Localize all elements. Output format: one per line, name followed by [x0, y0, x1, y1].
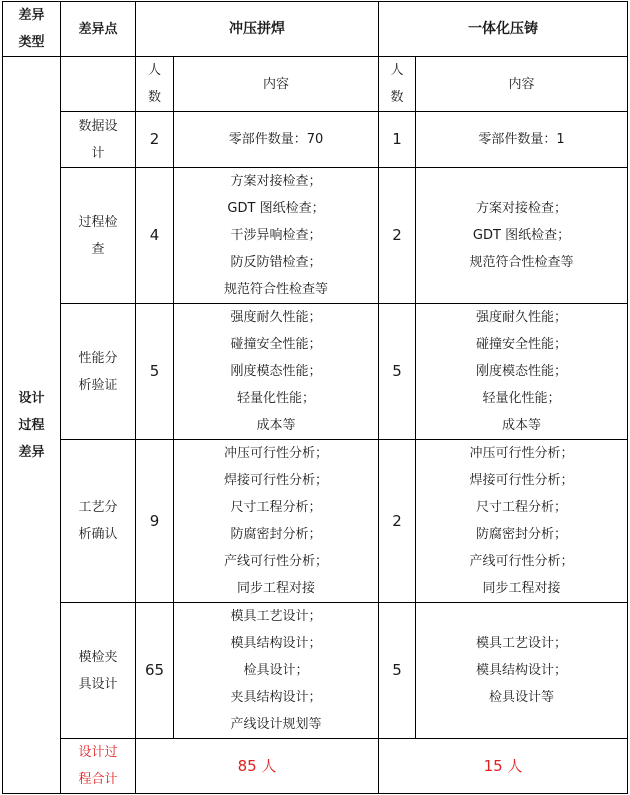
- content-line: 防腐密封分析；: [475, 527, 567, 542]
- design-difference-table: [2, 1, 628, 794]
- header-row: [3, 2, 628, 57]
- content-line: 防腐密封分析；: [230, 527, 322, 542]
- header-diff-type-line: 类型: [18, 35, 45, 50]
- header-casting: 一体化压铸: [379, 2, 628, 57]
- diff-point-cell: [61, 168, 136, 304]
- subheader-people-line: 人: [390, 63, 404, 78]
- content-line: 成本等: [501, 418, 541, 433]
- content-line: 强度耐久性能；: [230, 310, 322, 325]
- category-line: 设计: [18, 390, 45, 406]
- content-line: 模具结构设计；: [475, 663, 567, 678]
- content-line: 成本等: [256, 418, 296, 433]
- total-row: [3, 739, 628, 794]
- content-line: 刚度模态性能；: [230, 364, 322, 379]
- total-label-line: 设计过: [78, 745, 118, 760]
- diff-point-line: 模检夹: [78, 649, 118, 665]
- content-line: 焊接可行性分析；: [223, 473, 328, 488]
- diff-point-line: 析确认: [78, 527, 118, 542]
- content-line: 模具工艺设计；: [230, 609, 322, 624]
- content-line: 零部件数量：1: [478, 132, 565, 147]
- casting-people-cell: 1: [379, 112, 416, 168]
- content-line: 刚度模态性能；: [475, 364, 567, 379]
- casting-people-cell: 5: [379, 603, 416, 739]
- content-line: 规范符合性检查等: [469, 255, 574, 270]
- category-cell: [3, 57, 61, 794]
- stamping-content-cell: [174, 440, 379, 603]
- content-line: 强度耐久性能；: [475, 310, 567, 325]
- content-line: 焊接可行性分析；: [469, 473, 574, 488]
- diff-point-line: 具设计: [78, 676, 118, 692]
- casting-people-cell: 2: [379, 168, 416, 304]
- content-line: 方案对接检查；: [475, 201, 567, 216]
- stamping-content-cell: [174, 603, 379, 739]
- content-line: 碰撞安全性能；: [475, 337, 567, 352]
- diff-point-line: 析验证: [78, 377, 118, 393]
- content-line: 规范符合性检查等: [223, 282, 328, 297]
- content-line: 检具设计；: [243, 663, 309, 678]
- subheader-people-line: 数: [390, 90, 404, 105]
- content-line: 模具工艺设计；: [475, 636, 567, 651]
- stamping-content-cell: [174, 112, 379, 168]
- category-line: 过程: [18, 417, 45, 433]
- stamping-content-cell: [174, 168, 379, 304]
- casting-content-cell: [416, 168, 628, 304]
- diff-point-line: 性能分: [78, 350, 118, 366]
- content-line: 碰撞安全性能；: [230, 337, 322, 352]
- total-casting: 15 人: [379, 739, 628, 794]
- table-row: [3, 168, 628, 304]
- casting-content-cell: [416, 304, 628, 440]
- header-diff-type: [3, 2, 61, 57]
- casting-people-cell: 5: [379, 304, 416, 440]
- header-diff-point: 差异点: [61, 2, 136, 57]
- stamping-people-cell: 5: [136, 304, 174, 440]
- content-line: 防反防错检查；: [230, 255, 322, 270]
- diff-point-cell: [61, 603, 136, 739]
- diff-point-line: 查: [91, 241, 105, 257]
- table-row: [3, 112, 628, 168]
- category-line: 差异: [18, 444, 45, 460]
- casting-content-cell: [416, 440, 628, 603]
- subheader-people-line: 人: [147, 63, 161, 78]
- content-line: 产线可行性分析；: [223, 554, 328, 569]
- table-row: [3, 440, 628, 603]
- casting-people-cell: 2: [379, 440, 416, 603]
- diff-point-line: 工艺分: [78, 500, 118, 515]
- stamping-people-cell: 9: [136, 440, 174, 603]
- content-line: 夹具结构设计；: [230, 690, 322, 705]
- content-line: 模具结构设计；: [230, 636, 322, 651]
- stamping-people-cell: 2: [136, 112, 174, 168]
- table-row: [3, 304, 628, 440]
- subheader-people-right: [379, 57, 416, 112]
- stamping-content-cell: [174, 304, 379, 440]
- diff-point-cell: [61, 304, 136, 440]
- header-diff-type-line: 差异: [18, 8, 45, 23]
- stamping-people-cell: 65: [136, 603, 174, 739]
- diff-point-cell: [61, 440, 136, 603]
- subheader-row: [3, 57, 628, 112]
- content-line: 干涉异响检查；: [230, 228, 322, 243]
- content-line: 同步工程对接: [482, 581, 561, 596]
- content-line: 尺寸工程分析；: [230, 500, 322, 515]
- subheader-people-line: 数: [147, 90, 161, 105]
- casting-content-cell: [416, 603, 628, 739]
- content-line: 冲压可行性分析；: [223, 446, 328, 461]
- content-line: 检具设计等: [488, 690, 554, 705]
- subheader-blank: [61, 57, 136, 112]
- content-line: 尺寸工程分析；: [475, 500, 567, 515]
- header-stamping: 冲压拼焊: [136, 2, 379, 57]
- casting-content-cell: [416, 112, 628, 168]
- subheader-people-left: [136, 57, 174, 112]
- total-label-line: 程合计: [78, 772, 118, 787]
- content-line: 产线设计规划等: [230, 717, 322, 732]
- diff-point-line: 过程检: [78, 214, 118, 230]
- content-line: GDT 图纸检查；: [227, 201, 325, 216]
- content-line: 产线可行性分析；: [469, 554, 574, 569]
- table-row: [3, 603, 628, 739]
- diff-point-line: 数据设: [78, 118, 118, 134]
- content-line: GDT 图纸检查；: [472, 228, 571, 243]
- content-line: 轻量化性能；: [236, 391, 315, 406]
- stamping-people-cell: 4: [136, 168, 174, 304]
- subheader-content-right: 内容: [416, 57, 628, 112]
- diff-point-cell: [61, 112, 136, 168]
- diff-point-line: 计: [91, 145, 105, 161]
- content-line: 轻量化性能；: [482, 391, 561, 406]
- content-line: 方案对接检查；: [230, 174, 322, 189]
- content-line: 同步工程对接: [236, 581, 315, 596]
- content-line: 冲压可行性分析；: [469, 446, 574, 461]
- subheader-content-left: 内容: [174, 57, 379, 112]
- total-stamping: 85 人: [136, 739, 379, 794]
- content-line: 零部件数量：70: [228, 132, 324, 147]
- total-label-cell: [61, 739, 136, 794]
